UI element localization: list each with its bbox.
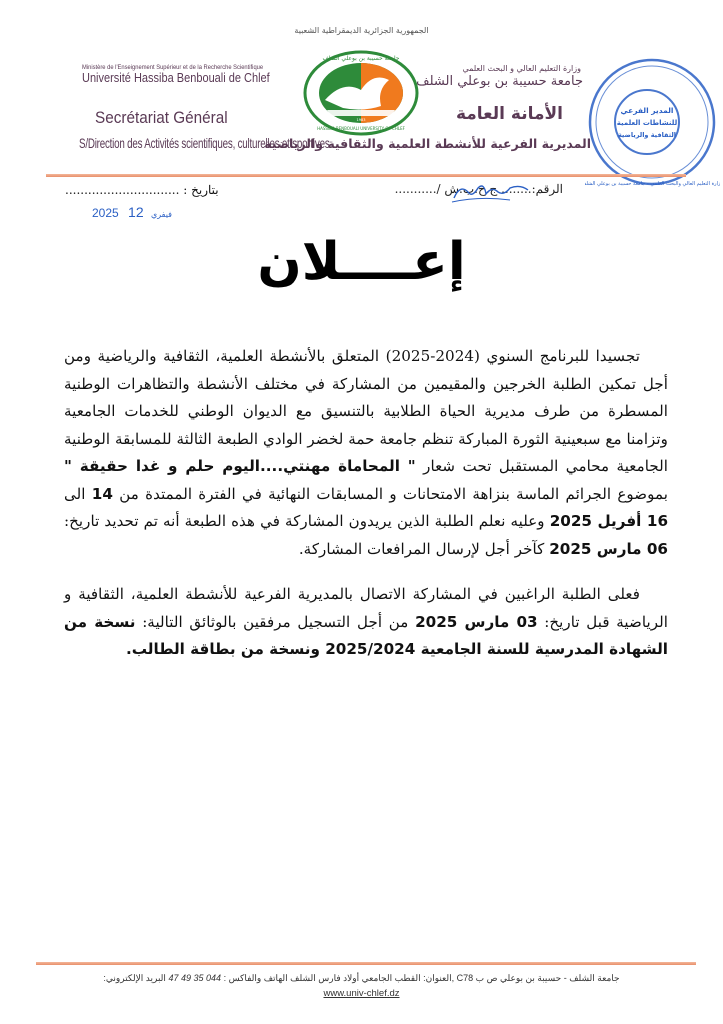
header-divider <box>46 174 686 177</box>
paragraph-1 <box>64 343 668 563</box>
p2-text-1: فعلى الطلبة الراغبين في المشاركة الاتصال بالمديرية الفرعية للأنشطة العلمية، الثقافية و الرياضية قبل تاريخ: <box>64 585 668 631</box>
date-stamp-day: 12 <box>128 204 144 220</box>
footer-address <box>0 973 723 984</box>
ar-secretariat: الأمانة العامة <box>455 104 563 124</box>
p1-deadline: 06 مارس 2025 <box>549 539 668 558</box>
footer-divider <box>36 962 696 965</box>
ar-subdirection: المديرية الفرعية للأنشطة العلمية والثقافية والرياضية <box>264 136 591 151</box>
p2-documents: نسخة من الشهادة المدرسية للسنة الجامعية 2025/2024 ونسخة من بطاقة الطالب. <box>64 612 668 658</box>
republic-header: الجمهورية الجزائرية الديمقراطية الشعبية <box>294 26 429 35</box>
p1-slogan: " المحاماة مهنتي....اليوم حلم و غدا حقيقة " <box>64 457 416 475</box>
p1-text-5: كآخر أجل لإرسال المرافعات المشاركة. <box>298 539 545 558</box>
fr-university-name: Université Hassiba Benbouali de Chlef <box>82 71 270 85</box>
footer-address-text: جامعة الشلف - حسيبة بن بوعلي ص ب C78 ,العنوان: القطب الجامعي أولاد فارس الشلف الهاتف والفاكس : <box>223 973 620 983</box>
p2-deadline: 03 مارس 2025 <box>415 612 538 631</box>
fr-secretariat: Secrétariat Général <box>95 108 228 127</box>
footer-phone: 044 35 49 47 <box>168 973 222 983</box>
stamp-line-1: المدير الفرعي <box>620 106 674 115</box>
website-link[interactable]: www.univ-chlef.dz <box>323 988 400 999</box>
p1-date-from: 14 <box>91 484 113 503</box>
footer-email-label: البريد الإلكتروني: <box>103 973 166 983</box>
page-title: إعــــلان <box>257 232 466 292</box>
p1-text-3: الى <box>64 484 86 503</box>
p1-text-4: وعليه نعلم الطلبة الذين يريدون المشاركة في هذه الطبعة أنه تم تحديد تاريخ: <box>64 512 545 530</box>
official-stamp <box>585 55 720 190</box>
logo-year: 1983 <box>356 118 366 122</box>
fr-ministry-label: Ministère de l'Enseignement Supérieur et de la Recherche Scientifique <box>82 64 264 71</box>
p1-text-1: تجسيدا للبرنامج السنوي (2024-2025) المتعلق بالأنشطة العلمية، الثقافية والرياضية ومن أجل تمكين الطلبة الخرجين والمقيمين من المشاركة في مختلف الأنشطة والتظاهرات الوطنية المسطرة من طرف مديرية الحياة الطلابية بالتنسيق مع الديوان الوطني للخدمات الجامعية وتزامنا مع سبعينية الثورة المباركة تنظم جامعة حمة لخضر الوادي الطبعة الثالثة للمسابقة الوطنية الجامعية محامي المستقبل تحت شعار <box>64 347 669 475</box>
p1-text-2: بموضوع الجرائم الماسة بنزاهة الامتحانات و المسابقات النهائية في الفترة الممتدة من <box>119 484 669 503</box>
ar-university-name: جامعة حسيبة بن بوعلي الشلف <box>416 74 583 89</box>
ar-ministry-label: وزارة التعليم العالي و البحث العلمي <box>462 64 581 73</box>
stamp-ring-text: وزارة التعليم العالي والبحث العلمي - جامعة حسيبة بن بوعلي الشلف <box>585 181 720 187</box>
university-logo <box>303 50 419 136</box>
announcement-body <box>64 343 668 682</box>
stamp-line-3: الثقافية والرياضية <box>617 131 677 139</box>
reference-number: الرقم:........ ج.ح.ب.ش /........... <box>394 182 563 196</box>
p2-text-2: من أجل التسجيل مرفقين بالوثائق التالية: <box>142 612 409 631</box>
logo-arabic-ring: جامعة حسيبة بن بوعلي الشلف <box>322 55 400 62</box>
date-stamp-month: فيفري <box>150 210 172 219</box>
paragraph-2 <box>64 581 668 664</box>
logo-latin-ring: HASSIBA BENBOUALI UNIVERSITY OF CHLEF <box>317 126 405 131</box>
stamp-line-2: للنشاطات العلمية <box>616 119 678 127</box>
handwritten-signature <box>450 176 540 206</box>
fr-subdirection: S/Direction des Activités scientifiques, culturelles et sportives <box>79 135 330 151</box>
date-stamp-year: 2025 <box>92 206 119 220</box>
p1-date-to: 16 أفريل 2025 <box>549 512 669 530</box>
date-field: بتاريخ : .............................. <box>65 183 219 197</box>
date-stamp <box>92 204 176 220</box>
